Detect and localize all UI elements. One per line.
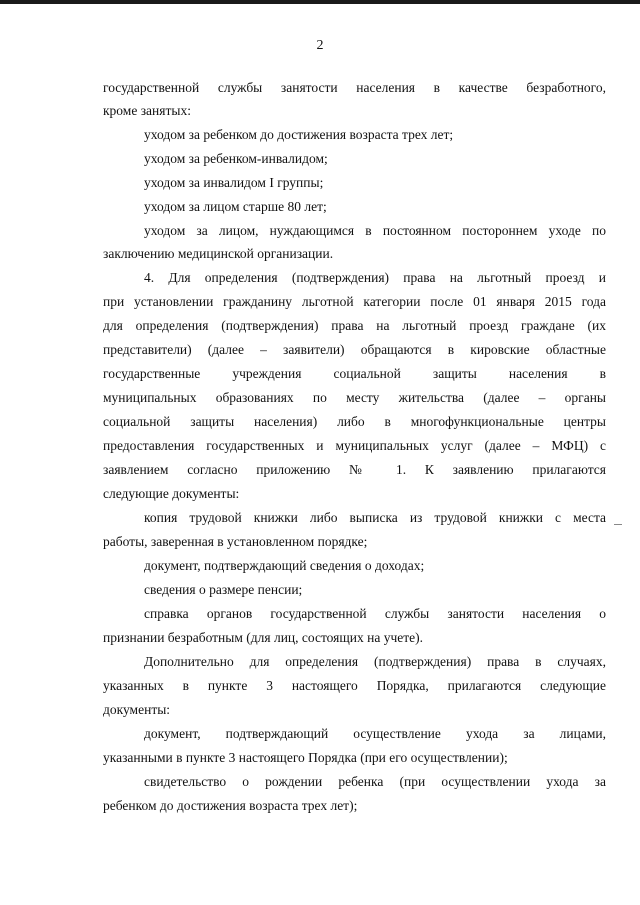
text-line: представители) (далее – заявители) обращаются в кировские областные xyxy=(103,342,606,357)
text-line: документ, подтверждающий сведения о доходах; xyxy=(144,558,425,573)
text-line: свидетельство о рождении ребенка (при осуществлении ухода за xyxy=(144,774,606,789)
text-line: уходом за лицом старше 80 лет; xyxy=(144,199,327,214)
text-line: признании безработным (для лиц, состоящих на учете). xyxy=(103,630,424,645)
text-line: ребенком до достижения возраста трех лет); xyxy=(103,798,358,813)
text-line: предоставления государственных и муниципальных услуг (далее – МФЦ) с xyxy=(103,438,606,453)
text-line: уходом за инвалидом I группы; xyxy=(144,175,324,190)
text-line: копия трудовой книжки либо выписка из трудовой книжки с места xyxy=(144,510,606,525)
text-line: документ, подтверждающий осуществление ухода за лицами, xyxy=(144,726,606,741)
scan-artifact xyxy=(614,524,622,525)
text-line: уходом за ребенком до достижения возраста трех лет; xyxy=(144,127,454,142)
text-line: государственной службы занятости населения в качестве безработного, xyxy=(103,80,606,95)
numbered-paragraph-start: 4. Для определения (подтверждения) права на льготный проезд и xyxy=(144,270,606,285)
text-line: документы: xyxy=(103,702,171,717)
text-line: кроме занятых: xyxy=(103,103,191,118)
text-line: муниципальных образованиях по месту жительства (далее – органы xyxy=(103,390,606,405)
text-line: для определения (подтверждения) права на льготный проезд граждане (их xyxy=(103,318,606,333)
text-line: при установлении гражданину льготной категории после 01 января 2015 года xyxy=(103,294,606,309)
text-line: работы, заверенная в установленном порядке; xyxy=(103,534,368,549)
text-line: указанных в пункте 3 настоящего Порядка, прилагаются следующие xyxy=(103,678,606,693)
text-line: следующие документы: xyxy=(103,486,240,501)
text-line: справка органов государственной службы занятости населения о xyxy=(144,606,606,621)
text-line: уходом за лицом, нуждающимся в постоянном постороннем уходе по xyxy=(144,223,606,238)
text-line: государственные учреждения социальной защиты населения в xyxy=(103,366,606,381)
text-line: заключению медицинской организации. xyxy=(103,246,334,261)
text-line: указанными в пункте 3 настоящего Порядка (при его осуществлении); xyxy=(103,750,508,765)
top-border-line xyxy=(0,0,640,4)
text-line: социальной защиты населения) либо в многофункциональные центры xyxy=(103,414,606,429)
text-line: заявлением согласно приложению № 1. К заявлению прилагаются xyxy=(103,462,606,477)
text-line: Дополнительно для определения (подтверждения) права в случаях, xyxy=(144,654,606,669)
text-line: уходом за ребенком-инвалидом; xyxy=(144,151,328,166)
page-number: 2 xyxy=(316,38,324,53)
text-line: сведения о размере пенсии; xyxy=(144,582,303,597)
